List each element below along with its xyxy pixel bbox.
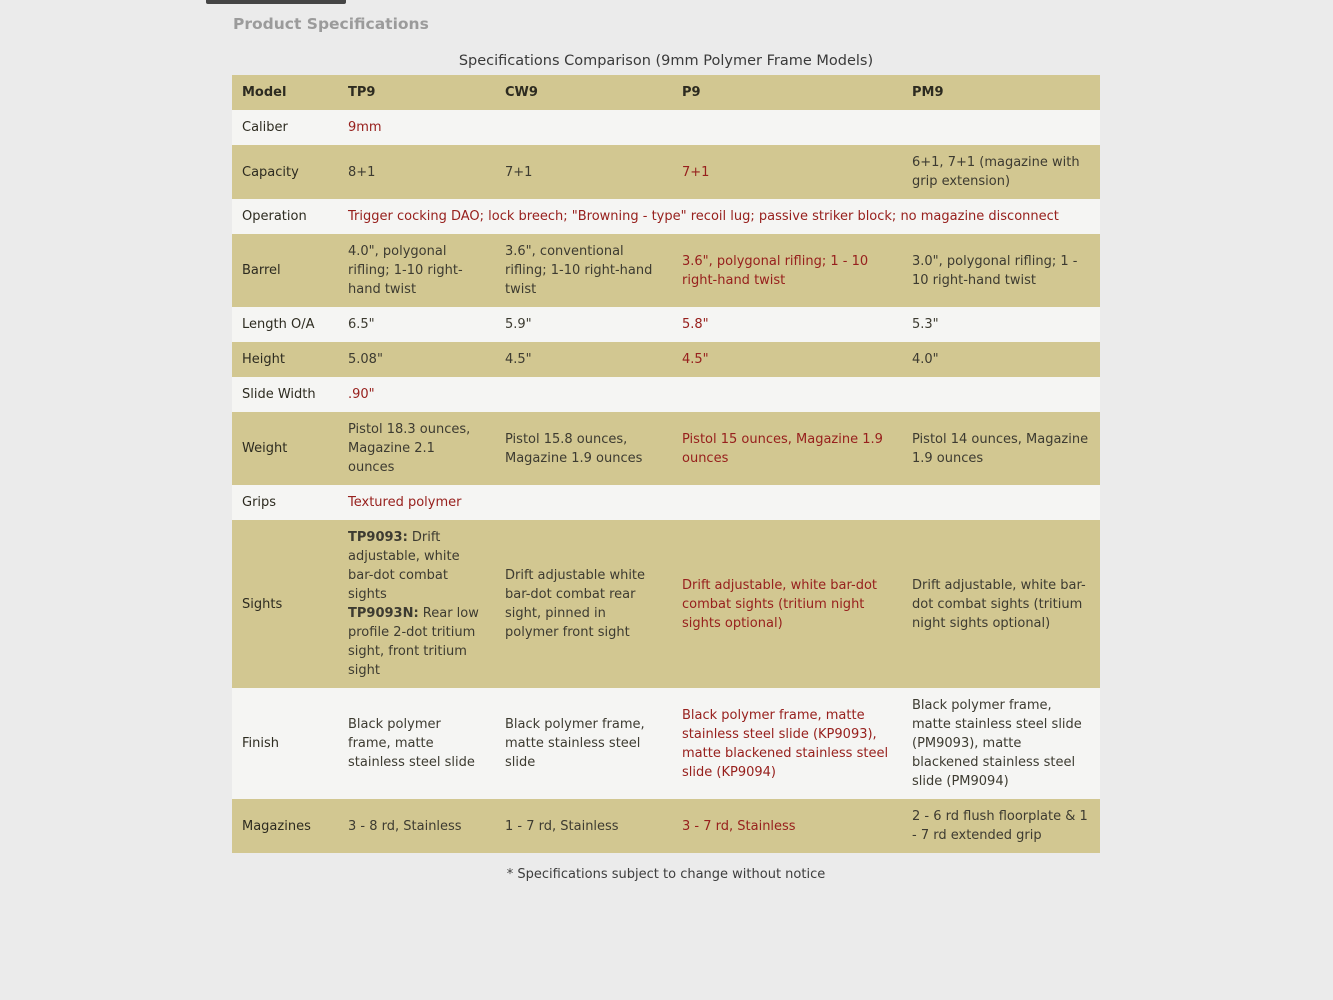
cell-sights-cw9: Drift adjustable white bar-dot combat rear sight, pinned in polymer front sight	[505, 568, 646, 640]
cell-finish-pm9: Black polymer frame, matte stainless steel slide (PM9093), matte blackened stainless steel slide (PM9094)	[912, 698, 1082, 789]
cell-sights-tp9: TP9093: Drift adjustable, white bar-dot combat sights TP9093N: Rear low profile 2-dot tritium sight, front tritium sight	[348, 530, 479, 678]
cell-weight-p9: Pistol 15 ounces, Magazine 1.9 ounces	[682, 431, 883, 466]
cell-length-o-a-tp9: 6.5"	[348, 317, 375, 332]
page	[232, 0, 1100, 883]
table-header-row	[232, 75, 1100, 110]
column-header-p9: P9	[682, 85, 701, 100]
spec-row-sights	[232, 520, 1100, 688]
cell-finish-p9: Black polymer frame, matte stainless steel slide (KP9093), matte blackened stainless steel slide (KP9094)	[682, 707, 889, 780]
spec-comparison-table	[232, 75, 1100, 853]
cell-barrel-cw9: 3.6", conventional rifling; 1-10 right-hand twist	[505, 244, 653, 297]
row-label-finish: Finish	[242, 736, 280, 751]
row-label-weight: Weight	[242, 441, 288, 456]
row-label-caliber: Caliber	[242, 120, 288, 135]
page-heading: Product Specifications	[233, 15, 429, 33]
cell-barrel-pm9: 3.0", polygonal rifling; 1 - 10 right-hand twist	[912, 253, 1078, 288]
spec-row-finish	[232, 688, 1100, 799]
row-label-magazines: Magazines	[242, 818, 311, 834]
cell-capacity-p9: 7+1	[682, 164, 710, 180]
cell-height-tp9: 5.08"	[348, 352, 383, 367]
spec-row-capacity	[232, 145, 1100, 199]
cell-operation-all-models: Trigger cocking DAO; lock breech; "Browning - type" recoil lug; passive striker block; no magazine disconnect	[348, 209, 1059, 224]
cell-capacity-pm9: 6+1, 7+1 (magazine with grip extension)	[912, 155, 1080, 189]
row-label-height: Height	[242, 352, 285, 367]
cell-barrel-p9: 3.6", polygonal rifling; 1 - 10 right-hand twist	[682, 253, 869, 288]
cell-length-o-a-pm9: 5.3"	[912, 317, 939, 332]
model-code: TP9093:	[348, 530, 408, 545]
row-label-length-o-a: Length O/A	[242, 317, 315, 332]
row-label-grips: Grips	[242, 495, 277, 510]
cell-height-cw9: 4.5"	[505, 352, 532, 367]
cell-sights-p9: Drift adjustable, white bar-dot combat sights (tritium night sights optional)	[682, 577, 878, 631]
spec-row-slide-width	[232, 377, 1100, 412]
cell-height-pm9: 4.0"	[912, 352, 939, 367]
column-header-cw9: CW9	[505, 85, 538, 100]
model-code: TP9093N:	[348, 606, 419, 621]
spec-row-weight	[232, 412, 1100, 485]
cell-finish-tp9: Black polymer frame, matte stainless steel slide	[348, 717, 475, 770]
cell-magazines-p9: 3 - 7 rd, Stainless	[682, 818, 796, 834]
cell-capacity-cw9: 7+1	[505, 164, 533, 180]
row-label-capacity: Capacity	[242, 164, 299, 180]
column-header-tp9: TP9	[348, 85, 376, 100]
cell-slide-width-all-models: .90"	[348, 387, 375, 402]
column-header-model: Model	[242, 85, 287, 100]
row-label-slide-width: Slide Width	[242, 387, 316, 402]
cell-sights-pm9: Drift adjustable, white bar-dot combat sights (tritium night sights optional)	[912, 577, 1086, 631]
spec-row-height	[232, 342, 1100, 377]
cell-magazines-tp9: 3 - 8 rd, Stainless	[348, 818, 462, 834]
spec-row-caliber	[232, 110, 1100, 145]
cell-length-o-a-cw9: 5.9"	[505, 317, 532, 332]
row-label-sights: Sights	[242, 596, 283, 612]
spec-row-barrel	[232, 234, 1100, 307]
cell-capacity-tp9: 8+1	[348, 164, 376, 180]
footnote: * Specifications subject to change without notice	[506, 867, 826, 882]
cell-caliber-all-models: 9mm	[348, 120, 382, 135]
table-title: Specifications Comparison (9mm Polymer Frame Models)	[458, 53, 874, 69]
cell-length-o-a-p9: 5.8"	[682, 317, 709, 332]
spec-row-magazines	[232, 799, 1100, 853]
spec-row-length-o-a	[232, 307, 1100, 342]
spec-row-operation	[232, 199, 1100, 234]
row-label-operation: Operation	[242, 209, 307, 224]
cell-finish-cw9: Black polymer frame, matte stainless steel slide	[505, 717, 645, 770]
cell-weight-cw9: Pistol 15.8 ounces, Magazine 1.9 ounces	[505, 431, 643, 466]
cell-magazines-pm9: 2 - 6 rd flush floorplate & 1 - 7 rd extended grip	[912, 809, 1088, 843]
cell-weight-pm9: Pistol 14 ounces, Magazine 1.9 ounces	[912, 431, 1089, 466]
cell-height-p9: 4.5"	[682, 352, 709, 367]
cell-grips-all-models: Textured polymer	[348, 495, 462, 510]
spec-row-grips	[232, 485, 1100, 520]
cell-weight-tp9: Pistol 18.3 ounces, Magazine 2.1 ounces	[348, 422, 471, 475]
cell-barrel-tp9: 4.0", polygonal rifling; 1-10 right-hand twist	[348, 244, 463, 297]
column-header-pm9: PM9	[912, 85, 944, 100]
cell-magazines-cw9: 1 - 7 rd, Stainless	[505, 818, 619, 834]
row-label-barrel: Barrel	[242, 263, 281, 278]
